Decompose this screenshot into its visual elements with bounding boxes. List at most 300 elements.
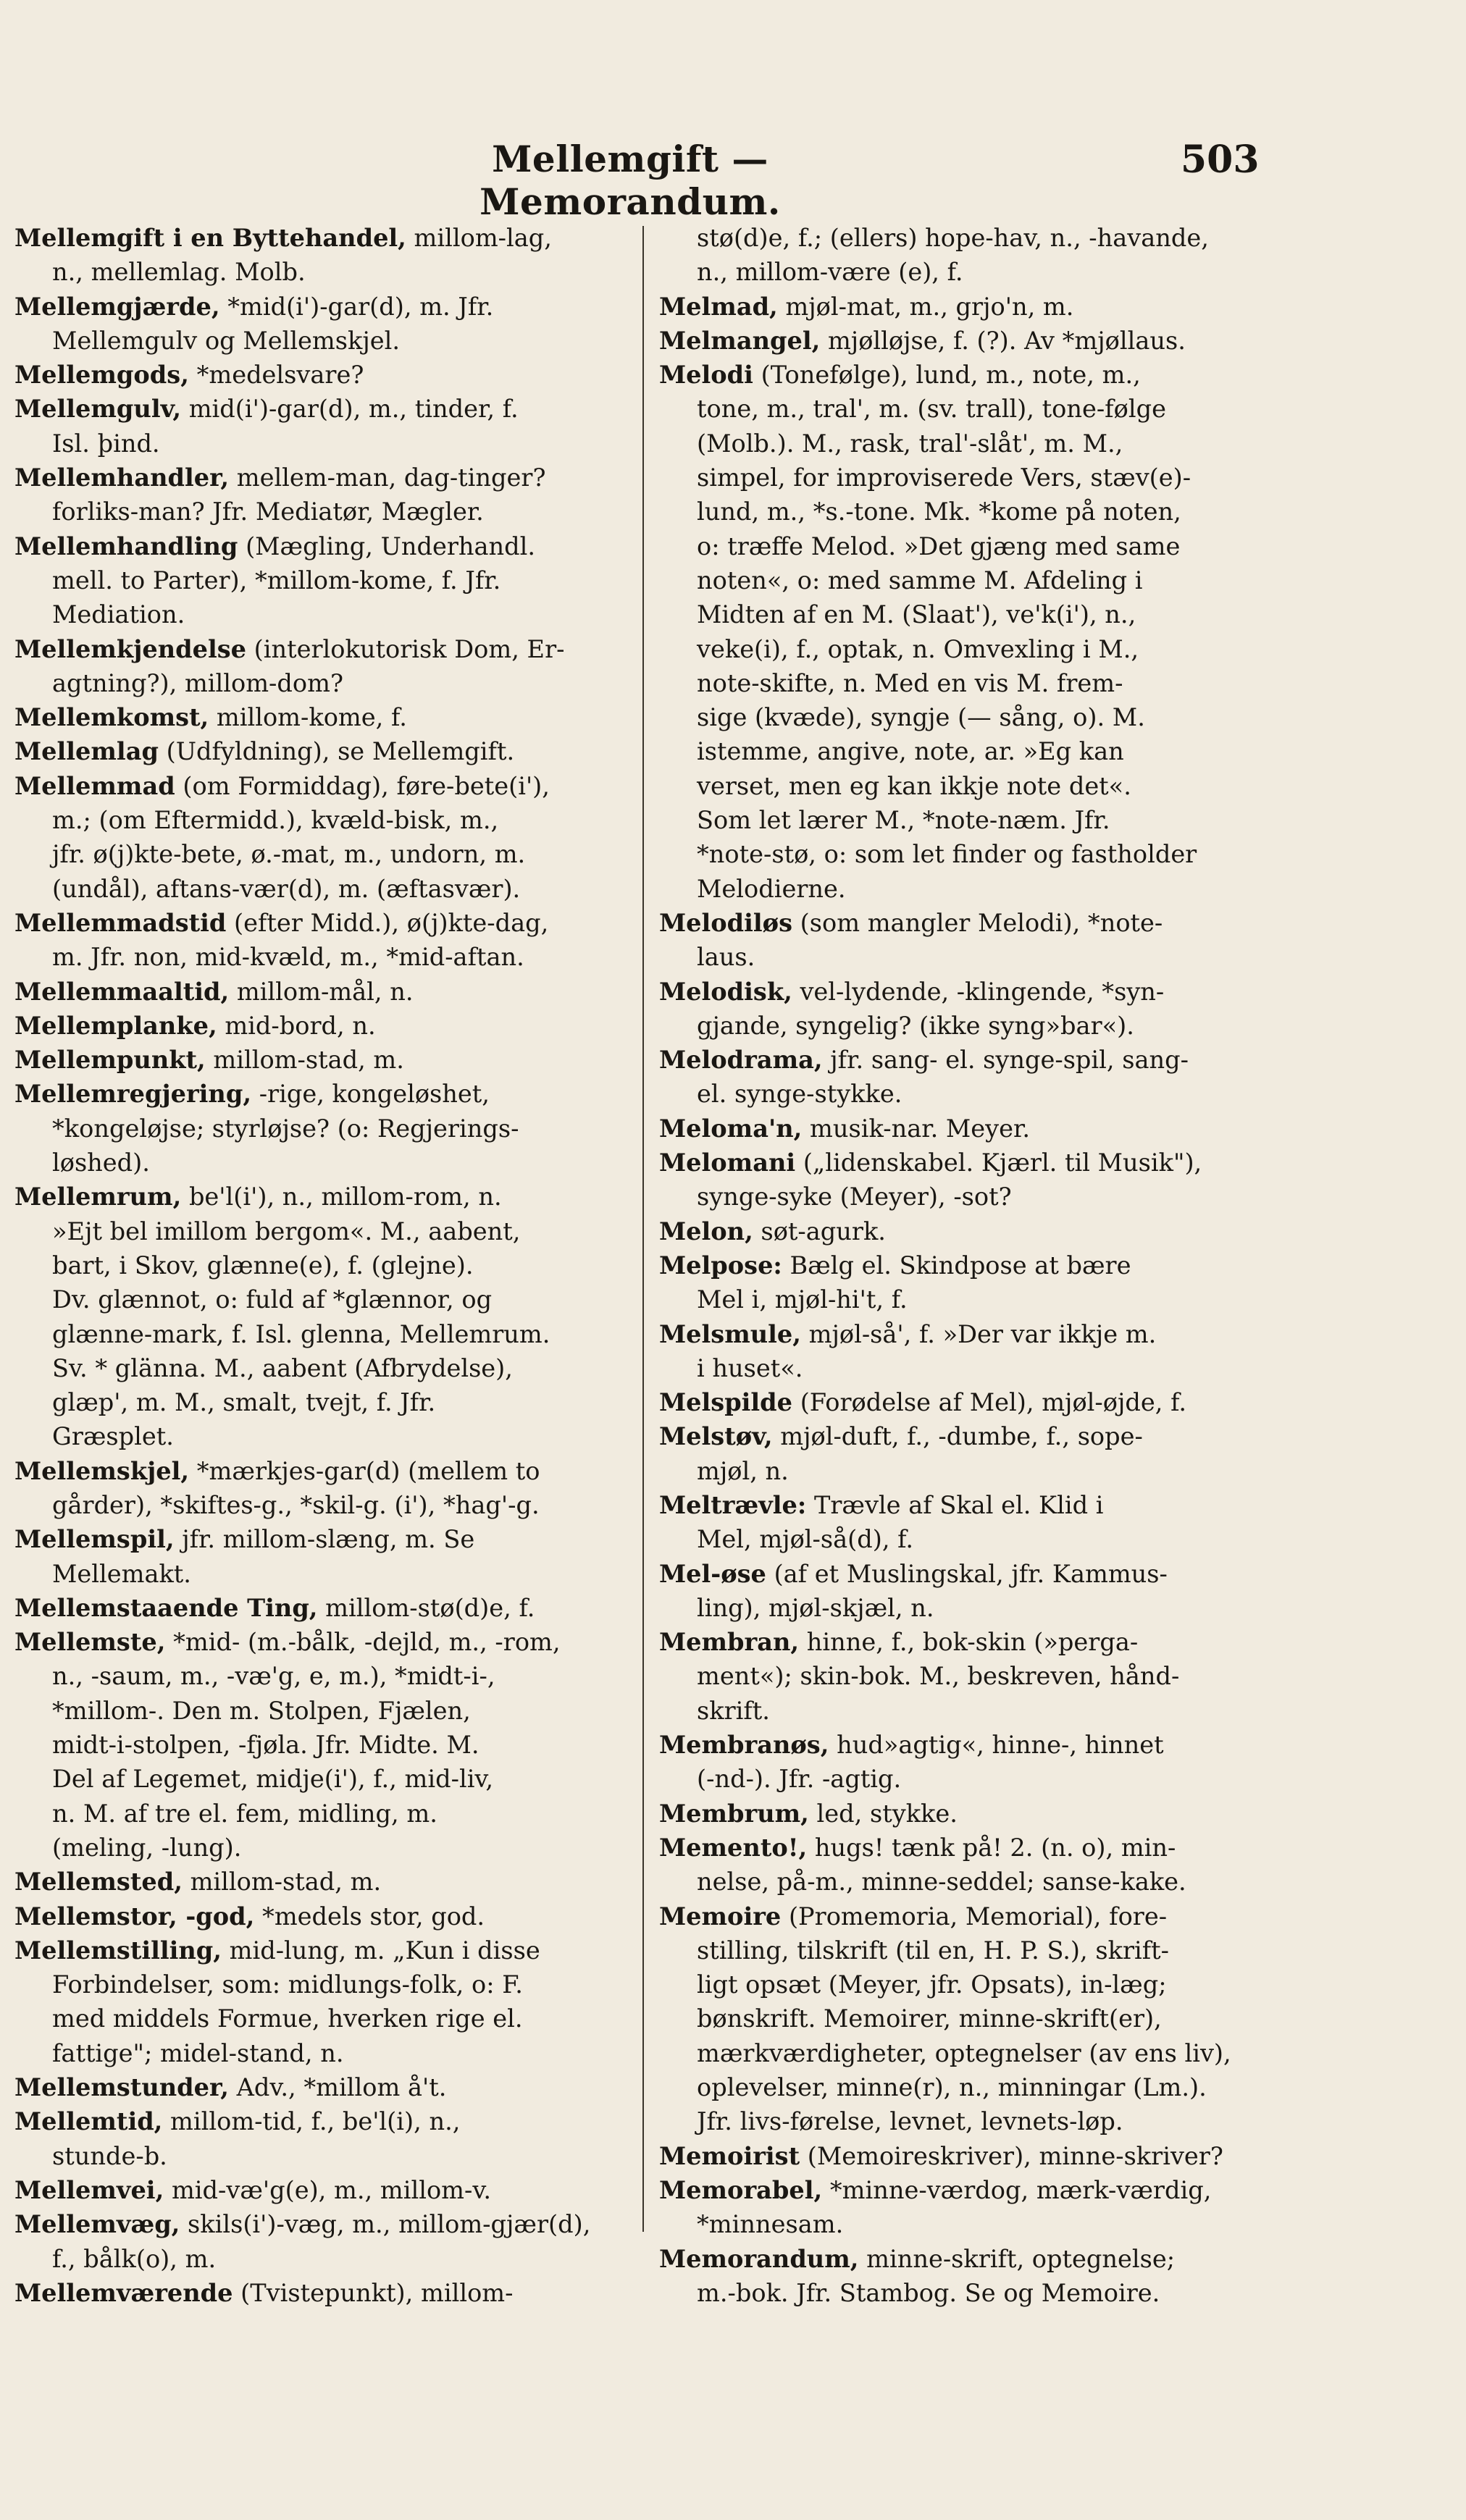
entry-continuation-line bbox=[659, 529, 1275, 563]
entry-continuation-line bbox=[14, 1831, 630, 1865]
entry-text: (undål), aftans-vær(d), m. (æftasvær). bbox=[52, 874, 521, 903]
entry-text: mærkværdigheter, optegnelser (av ens liv), bbox=[697, 2038, 1231, 2067]
entry-continuation-line bbox=[14, 837, 630, 871]
entry-continuation-line bbox=[659, 1454, 1275, 1488]
entry-continuation-line bbox=[14, 1659, 630, 1693]
entry-text: Mellemakt. bbox=[52, 1559, 191, 1588]
entry-text: i huset«. bbox=[697, 1353, 803, 1382]
entry-continuation-line bbox=[14, 255, 630, 289]
entry-continuation-line bbox=[659, 255, 1275, 289]
headword: Mellemmad bbox=[14, 770, 175, 800]
entry-continuation-line bbox=[14, 1419, 630, 1453]
headword: Mellemregjering, bbox=[14, 1079, 252, 1109]
entry-headword-line bbox=[14, 1009, 630, 1043]
entry-continuation-line bbox=[659, 392, 1275, 426]
entry-text: stunde-b. bbox=[52, 2141, 167, 2170]
entry-headword-line bbox=[659, 358, 1275, 392]
entry-text: agtning?), millom-dom? bbox=[52, 668, 343, 697]
entry-continuation-line bbox=[659, 461, 1275, 495]
headword: Mellemstunder, bbox=[14, 2072, 229, 2102]
entry-text: (Memoireskriver), minne-skriver? bbox=[800, 2141, 1223, 2170]
headword: Mellemstaaende Ting, bbox=[14, 1592, 318, 1622]
headword: Memento!, bbox=[659, 1832, 808, 1862]
entry-text: *minne-værdog, mærk-værdig, bbox=[822, 2175, 1212, 2204]
entry-text: »Ejt bel imillom bergom«. M., aabent, bbox=[52, 1217, 521, 1246]
headword: Memoirist bbox=[659, 2141, 800, 2170]
entry-headword-line bbox=[659, 1419, 1275, 1453]
entry-text: glænne-mark, f. Isl. glenna, Mellemrum. bbox=[52, 1319, 550, 1348]
entry-continuation-line bbox=[659, 872, 1275, 906]
right-column bbox=[659, 221, 1275, 2310]
entry-text: („lidenskabel. Kjærl. til Musik"), bbox=[795, 1148, 1202, 1177]
headword: Mellemkomst, bbox=[14, 702, 209, 732]
entry-text: m. Jfr. non, mid-kvæld, m., *mid-aftan. bbox=[52, 943, 524, 972]
headword: Mellemsted, bbox=[14, 1867, 183, 1897]
entry-text: -rige, kongeløshet, bbox=[251, 1080, 490, 1109]
entry-continuation-line bbox=[14, 1282, 630, 1316]
entry-headword-line bbox=[659, 1488, 1275, 1522]
entry-text: *medels stor, god. bbox=[254, 1902, 485, 1931]
entry-headword-line bbox=[14, 2173, 630, 2207]
entry-continuation-line bbox=[14, 1317, 630, 1351]
entry-headword-line bbox=[14, 2276, 630, 2310]
entry-text: n., -saum, m., -væ'g, e, m.), *midt-i-, bbox=[52, 1662, 495, 1691]
entry-continuation-line bbox=[659, 734, 1275, 768]
entry-text: Trævle af Skal el. Klid i bbox=[806, 1490, 1104, 1519]
entry-text: (Udfyldning), se Mellemgift. bbox=[158, 737, 515, 766]
entry-text: *kongeløjse; styrløjse? (o: Regjerings- bbox=[52, 1114, 519, 1143]
entry-text: (Forødelse af Mel), mjøl-øjde, f. bbox=[792, 1388, 1186, 1417]
headword: Melomani bbox=[659, 1148, 796, 1177]
entry-text: sige (kvæde), syngje (— sång, o). M. bbox=[697, 703, 1145, 732]
entry-headword-line bbox=[14, 734, 630, 768]
entry-continuation-line bbox=[14, 1214, 630, 1248]
headword: Mellemstilling, bbox=[14, 1935, 222, 1965]
entry-continuation-line bbox=[14, 872, 630, 906]
entry-text: Mel, mjøl-så(d), f. bbox=[697, 1525, 914, 1554]
entry-text: jfr. ø(j)kte-bete, ø.-mat, m., undorn, m. bbox=[52, 840, 526, 869]
entry-headword-line bbox=[14, 358, 630, 392]
entry-continuation-line bbox=[659, 2276, 1275, 2310]
entry-text: millom-stad, m. bbox=[182, 1868, 382, 1897]
entry-continuation-line bbox=[14, 666, 630, 700]
headword: Mellempunkt, bbox=[14, 1045, 206, 1075]
entry-headword-line bbox=[659, 1625, 1275, 1659]
entry-headword-line bbox=[14, 1899, 630, 1933]
entry-text: (Promemoria, Memorial), fore- bbox=[781, 1902, 1168, 1931]
entry-continuation-line bbox=[659, 1933, 1275, 1967]
entry-headword-line bbox=[659, 975, 1275, 1009]
entry-text: *mærkjes-gar(d) (mellem to bbox=[189, 1456, 540, 1485]
entry-text: (Tonefølge), lund, m., note, m., bbox=[753, 361, 1141, 390]
headword: Melodrama, bbox=[659, 1045, 823, 1075]
headword: Mellemgulv, bbox=[14, 394, 182, 424]
page-number: 503 bbox=[1181, 138, 1260, 182]
entry-text: mid(i')-gar(d), m., tinder, f. bbox=[181, 395, 519, 424]
entry-text: millom-lag, bbox=[406, 224, 552, 252]
headword: Melodi bbox=[659, 360, 753, 390]
entry-text: (om Formiddag), føre-bete(i'), bbox=[175, 771, 550, 800]
entry-text: Midten af en M. (Slaat'), ve'k(i'), n., bbox=[697, 600, 1136, 629]
entry-continuation-line bbox=[14, 495, 630, 529]
headword: Meloma'n, bbox=[659, 1113, 803, 1143]
entry-continuation-line bbox=[14, 2139, 630, 2173]
entry-continuation-line bbox=[14, 803, 630, 837]
headword: Mellemhandler, bbox=[14, 463, 230, 492]
entry-text: Forbindelser, som: midlungs-folk, o: F. bbox=[52, 1970, 523, 1999]
entry-continuation-line bbox=[659, 427, 1275, 461]
entry-text: Mellemgulv og Mellemskjel. bbox=[52, 326, 401, 355]
entry-continuation-line bbox=[659, 1591, 1275, 1625]
entry-continuation-line bbox=[659, 632, 1275, 666]
entry-text: m.-bok. Jfr. Stambog. Se og Memoire. bbox=[697, 2278, 1160, 2307]
entry-text: Adv., *millom å't. bbox=[228, 2073, 447, 2102]
entry-headword-line bbox=[659, 2242, 1275, 2276]
entry-text: led, stykke. bbox=[808, 1799, 958, 1828]
entry-text: millom-stø(d)e, f. bbox=[317, 1593, 535, 1622]
headword: Melmad, bbox=[659, 291, 778, 321]
entry-text: (Mægling, Underhandl. bbox=[238, 532, 536, 560]
entry-continuation-line bbox=[659, 1659, 1275, 1693]
headword: Mel-øse bbox=[659, 1558, 766, 1588]
entry-text: o: træffe Melod. »Det gjæng med same bbox=[697, 532, 1181, 560]
headword: Mellemmaaltid, bbox=[14, 976, 230, 1006]
entry-text: mid-væ'g(e), m., millom-v. bbox=[164, 2175, 492, 2204]
entry-text: (-nd-). Jfr. -agtig. bbox=[697, 1765, 902, 1794]
headword: Mellemrum, bbox=[14, 1182, 182, 1211]
entry-text: f., bålk(o), m. bbox=[52, 2244, 217, 2273]
entry-continuation-line bbox=[14, 940, 630, 974]
entry-headword-line bbox=[14, 1043, 630, 1077]
entry-continuation-line bbox=[659, 2070, 1275, 2104]
entry-continuation-line bbox=[14, 1248, 630, 1282]
entry-text: *medelsvare? bbox=[188, 361, 364, 390]
entry-text: Sv. * glänna. M., aabent (Afbrydelse), bbox=[52, 1353, 513, 1382]
entry-text: minne-skrift, optegnelse; bbox=[858, 2244, 1176, 2273]
entry-headword-line bbox=[14, 1454, 630, 1488]
entry-headword-line bbox=[14, 700, 630, 734]
entry-headword-line bbox=[659, 290, 1275, 324]
entry-continuation-line bbox=[14, 2242, 630, 2276]
entry-headword-line bbox=[659, 1248, 1275, 1282]
entry-text: gårder), *skiftes-g., *skil-g. (i'), *hag'-g. bbox=[52, 1490, 540, 1519]
entry-text: med middels Formue, hverken rige el. bbox=[52, 2004, 523, 2033]
entry-text: skils(i')-væg, m., millom-gjær(d), bbox=[180, 2210, 591, 2239]
entry-continuation-line bbox=[659, 221, 1275, 255]
entry-continuation-line bbox=[659, 1694, 1275, 1728]
headword: Memorabel, bbox=[659, 2175, 823, 2204]
headword: Mellemværende bbox=[14, 2277, 233, 2307]
entry-continuation-line bbox=[659, 837, 1275, 871]
entry-headword-line bbox=[14, 2104, 630, 2138]
headword: Mellemskjel, bbox=[14, 1456, 190, 1485]
entry-text: ligt opsæt (Meyer, jfr. Opsats), in-læg; bbox=[697, 1970, 1167, 1999]
entry-text: millom-kome, f. bbox=[209, 703, 407, 732]
entry-text: Isl. þind. bbox=[52, 429, 160, 458]
entry-continuation-line bbox=[14, 563, 630, 597]
entry-text: forliks-man? Jfr. Mediatør, Mægler. bbox=[52, 497, 484, 526]
entry-text: n., millom-være (e), f. bbox=[697, 258, 963, 287]
entry-text: nelse, på-m., minne-seddel; sanse-kake. bbox=[697, 1868, 1186, 1897]
headword: Melstøv, bbox=[659, 1421, 773, 1451]
entry-text: glæp', m. M., smalt, tvejt, f. Jfr. bbox=[52, 1388, 436, 1417]
entry-text: jfr. sang- el. synge-spil, sang- bbox=[822, 1046, 1189, 1075]
entry-text: skrift. bbox=[697, 1696, 770, 1725]
column-divider bbox=[642, 226, 644, 2232]
headword: Mellemgjærde, bbox=[14, 291, 220, 321]
entry-headword-line bbox=[14, 221, 630, 255]
entry-continuation-line bbox=[14, 1146, 630, 1180]
entry-headword-line bbox=[659, 906, 1275, 940]
entry-text: *mid(i')-gar(d), m. Jfr. bbox=[219, 292, 494, 321]
entry-headword-line bbox=[659, 1043, 1275, 1077]
entry-text: mell. to Parter), *millom-kome, f. Jfr. bbox=[52, 566, 501, 595]
entry-text: *note-stø, o: som let finder og fastholder bbox=[697, 840, 1197, 869]
entry-text: stilling, tilskrift (til en, H. P. S.), skrift- bbox=[697, 1936, 1170, 1965]
entry-headword-line bbox=[14, 632, 630, 666]
entry-continuation-line bbox=[14, 1385, 630, 1419]
entry-headword-line bbox=[14, 906, 630, 940]
entry-text: be'l(i'), n., millom-rom, n. bbox=[181, 1183, 502, 1211]
entry-headword-line bbox=[659, 2173, 1275, 2207]
entry-text: midt-i-stolpen, -fjøla. Jfr. Midte. M. bbox=[52, 1731, 479, 1760]
entry-text: noten«, o: med samme M. Afdeling i bbox=[697, 566, 1143, 595]
entry-headword-line bbox=[14, 1522, 630, 1556]
headword: Mellemplanke, bbox=[14, 1010, 217, 1040]
entry-text: el. synge-stykke. bbox=[697, 1080, 902, 1109]
entry-text: stø(d)e, f.; (ellers) hope-hav, n., -havande, bbox=[697, 224, 1209, 252]
entry-continuation-line bbox=[659, 1762, 1275, 1796]
entry-headword-line bbox=[659, 1146, 1275, 1180]
headword: Melodiløs bbox=[659, 907, 792, 937]
entry-text: løshed). bbox=[52, 1148, 150, 1177]
entry-text: *mid- (m.-bålk, -dejld, m., -rom, bbox=[165, 1628, 561, 1657]
entry-text: mjølløjse, f. (?). Av *mjøllaus. bbox=[820, 326, 1186, 355]
entry-continuation-line bbox=[659, 769, 1275, 803]
page-title: Mellemgift — Memorandum. bbox=[479, 138, 781, 223]
entry-text: (Tvistepunkt), millom- bbox=[233, 2278, 514, 2307]
entry-headword-line bbox=[659, 1899, 1275, 1933]
entry-headword-line bbox=[14, 1865, 630, 1899]
entry-headword-line bbox=[14, 2207, 630, 2241]
entry-headword-line bbox=[659, 1385, 1275, 1419]
entry-text: (af et Muslingskal, jfr. Kammus- bbox=[766, 1559, 1168, 1588]
entry-continuation-line bbox=[14, 324, 630, 358]
entry-headword-line bbox=[14, 1625, 630, 1659]
entry-continuation-line bbox=[14, 427, 630, 461]
entry-continuation-line bbox=[659, 495, 1275, 529]
entry-text: *minnesam. bbox=[697, 2210, 844, 2239]
entry-headword-line bbox=[14, 1591, 630, 1625]
headword: Meltrævle: bbox=[659, 1490, 807, 1519]
entry-headword-line bbox=[14, 975, 630, 1009]
entry-text: mellem-man, dag-tinger? bbox=[229, 463, 546, 492]
entry-continuation-line bbox=[659, 1865, 1275, 1899]
entry-text: hud»agtig«, hinne-, hinnet bbox=[829, 1731, 1164, 1760]
entry-headword-line bbox=[14, 290, 630, 324]
entry-text: (Molb.). M., rask, tral'-slåt', m. M., bbox=[697, 429, 1123, 458]
entry-continuation-line bbox=[659, 940, 1275, 974]
entry-continuation-line bbox=[659, 1967, 1275, 2002]
entry-text: Dv. glænnot, o: fuld af *glænnor, og bbox=[52, 1285, 493, 1314]
headword: Membrum, bbox=[659, 1798, 809, 1828]
entry-continuation-line bbox=[14, 1797, 630, 1831]
entry-continuation-line bbox=[14, 1112, 630, 1146]
headword: Mellemvæg, bbox=[14, 2209, 180, 2239]
entry-continuation-line bbox=[659, 2002, 1275, 2036]
entry-text: ment«); skin-bok. M., beskreven, hånd- bbox=[697, 1662, 1180, 1691]
entry-continuation-line bbox=[14, 1694, 630, 1728]
entry-text: Jfr. livs-førelse, levnet, levnets-løp. bbox=[697, 2107, 1123, 2136]
headword: Mellemspil, bbox=[14, 1524, 175, 1554]
entry-continuation-line bbox=[659, 1077, 1275, 1111]
entry-text: Græsplet. bbox=[52, 1422, 174, 1451]
entry-headword-line bbox=[14, 1077, 630, 1111]
headword: Mellemstor, -god, bbox=[14, 1901, 255, 1931]
entry-text: simpel, for improviserede Vers, stæv(e)- bbox=[697, 463, 1191, 492]
entry-text: Som let lærer M., *note-næm. Jfr. bbox=[697, 806, 1110, 835]
entry-text: mjøl-mat, m., grjo'n, m. bbox=[777, 292, 1074, 321]
entry-headword-line bbox=[659, 1557, 1275, 1591]
entry-continuation-line bbox=[14, 1967, 630, 2002]
entry-headword-line bbox=[659, 1214, 1275, 1248]
headword: Memorandum, bbox=[659, 2243, 859, 2273]
entry-continuation-line bbox=[14, 2036, 630, 2070]
headword: Mellemlag bbox=[14, 736, 159, 766]
entry-text: Del af Legemet, midje(i'), f., mid-liv, bbox=[52, 1765, 494, 1794]
headword: Membran, bbox=[659, 1627, 800, 1657]
entry-text: Mediation. bbox=[52, 600, 185, 629]
entry-headword-line bbox=[659, 1728, 1275, 1762]
entry-text: m.; (om Eftermidd.), kvæld-bisk, m., bbox=[52, 806, 499, 835]
entry-text: verset, men eg kan ikkje note det«. bbox=[697, 771, 1131, 800]
entry-text: Mel i, mjøl-hi't, f. bbox=[697, 1285, 908, 1314]
entry-text: hugs! tænk på! 2. (n. o), min- bbox=[807, 1833, 1176, 1862]
entry-text: hinne, f., bok-skin (»perga- bbox=[799, 1628, 1139, 1657]
entry-text: fattige"; midel-stand, n. bbox=[52, 2038, 344, 2067]
entry-text: (efter Midd.), ø(j)kte-dag, bbox=[226, 908, 549, 937]
entry-continuation-line bbox=[14, 1557, 630, 1591]
headword: Melmangel, bbox=[659, 325, 821, 355]
entry-headword-line bbox=[14, 1933, 630, 1967]
entry-text: Bælg el. Skindpose at bære bbox=[782, 1251, 1131, 1280]
entry-text: tone, m., tral', m. (sv. trall), tone-følge bbox=[697, 395, 1166, 424]
headword: Melsmule, bbox=[659, 1319, 801, 1348]
entry-headword-line bbox=[14, 392, 630, 426]
entry-text: gjande, syngelig? (ikke syng»bar«). bbox=[697, 1011, 1134, 1040]
entry-text: mjøl, n. bbox=[697, 1456, 789, 1485]
entry-continuation-line bbox=[659, 1522, 1275, 1556]
entry-continuation-line bbox=[659, 563, 1275, 597]
entry-headword-line bbox=[659, 1317, 1275, 1351]
entry-headword-line bbox=[14, 769, 630, 803]
entry-headword-line bbox=[659, 1797, 1275, 1831]
entry-text: bønskrift. Memoirer, minne-skrift(er), bbox=[697, 2004, 1162, 2033]
entry-text: *millom-. Den m. Stolpen, Fjælen, bbox=[52, 1696, 471, 1725]
entry-continuation-line bbox=[659, 1351, 1275, 1385]
entry-continuation-line bbox=[659, 1009, 1275, 1043]
entry-text: mjøl-duft, f., -dumbe, f., sope- bbox=[772, 1422, 1143, 1451]
entry-headword-line bbox=[659, 2139, 1275, 2173]
entry-continuation-line bbox=[659, 803, 1275, 837]
entry-text: mjøl-så', f. »Der var ikkje m. bbox=[800, 1319, 1157, 1348]
entry-text: laus. bbox=[697, 943, 755, 972]
entry-continuation-line bbox=[659, 597, 1275, 631]
headword: Mellemgods, bbox=[14, 360, 189, 390]
entry-text: synge-syke (Meyer), -sot? bbox=[697, 1183, 1012, 1211]
entry-text: (interlokutorisk Dom, Er- bbox=[246, 634, 565, 663]
entry-continuation-line bbox=[14, 1351, 630, 1385]
entry-headword-line bbox=[14, 461, 630, 495]
entry-text: millom-mål, n. bbox=[229, 977, 414, 1006]
entry-text: millom-tid, f., be'l(i), n., bbox=[162, 2107, 461, 2136]
entry-headword-line bbox=[659, 324, 1275, 358]
headword: Mellemkjendelse bbox=[14, 634, 246, 663]
entry-headword-line bbox=[14, 2070, 630, 2104]
entry-continuation-line bbox=[14, 2002, 630, 2036]
entry-text: millom-stad, m. bbox=[205, 1046, 404, 1075]
entry-text: søt-agurk. bbox=[753, 1217, 886, 1246]
entry-text: mid-lung, m. „Kun i disse bbox=[221, 1936, 540, 1965]
headword: Mellemste, bbox=[14, 1627, 166, 1657]
entry-text: (meling, -lung). bbox=[52, 1833, 242, 1862]
entry-continuation-line bbox=[659, 2207, 1275, 2241]
entry-continuation-line bbox=[659, 1180, 1275, 1214]
entry-continuation-line bbox=[659, 666, 1275, 700]
headword: Melodisk, bbox=[659, 976, 792, 1006]
headword: Mellemtid, bbox=[14, 2107, 163, 2136]
headword: Mellemgift i en Byttehandel, bbox=[14, 223, 406, 252]
entry-continuation-line bbox=[14, 1728, 630, 1762]
headword: Mellemvei, bbox=[14, 2175, 164, 2204]
entry-text: bart, i Skov, glænne(e), f. (glejne). bbox=[52, 1251, 474, 1280]
entry-continuation-line bbox=[659, 2104, 1275, 2138]
entry-text: (som mangler Melodi), *note- bbox=[792, 908, 1163, 937]
entry-continuation-line bbox=[14, 597, 630, 631]
entry-text: ling), mjøl-skjæl, n. bbox=[697, 1593, 934, 1622]
entry-text: musik-nar. Meyer. bbox=[802, 1114, 1031, 1143]
entry-continuation-line bbox=[14, 1762, 630, 1796]
entry-text: n., mellemlag. Molb. bbox=[52, 258, 306, 287]
entry-text: vel-lydende, -klingende, *syn- bbox=[792, 977, 1165, 1006]
entry-text: lund, m., *s.-tone. Mk. *kome på noten, bbox=[697, 497, 1181, 526]
entry-continuation-line bbox=[659, 700, 1275, 734]
entry-text: mid-bord, n. bbox=[217, 1011, 376, 1040]
entry-headword-line bbox=[14, 529, 630, 563]
headword: Mellemhandling bbox=[14, 531, 238, 560]
entry-text: jfr. millom-slæng, m. Se bbox=[174, 1525, 475, 1554]
entry-continuation-line bbox=[14, 1488, 630, 1522]
entry-text: note-skifte, n. Med en vis M. frem- bbox=[697, 668, 1123, 697]
headword: Melon, bbox=[659, 1216, 753, 1246]
entry-headword-line bbox=[659, 1831, 1275, 1865]
entry-text: Melodierne. bbox=[697, 874, 846, 903]
headword: Melspilde bbox=[659, 1387, 793, 1417]
entry-headword-line bbox=[659, 1112, 1275, 1146]
entry-text: oplevelser, minne(r), n., minningar (Lm.). bbox=[697, 2073, 1207, 2102]
entry-continuation-line bbox=[659, 2036, 1275, 2070]
headword: Memoire bbox=[659, 1901, 782, 1931]
entry-text: veke(i), f., optak, n. Omvexling i M., bbox=[697, 634, 1139, 663]
headword: Mellemmadstid bbox=[14, 907, 227, 937]
running-head bbox=[0, 138, 1466, 223]
entry-headword-line bbox=[14, 1180, 630, 1214]
entry-text: istemme, angive, note, ar. »Eg kan bbox=[697, 737, 1124, 766]
entry-continuation-line bbox=[659, 1282, 1275, 1316]
entry-text: n. M. af tre el. fem, midling, m. bbox=[52, 1799, 437, 1828]
headword: Melpose: bbox=[659, 1250, 782, 1280]
left-column bbox=[14, 221, 630, 2310]
